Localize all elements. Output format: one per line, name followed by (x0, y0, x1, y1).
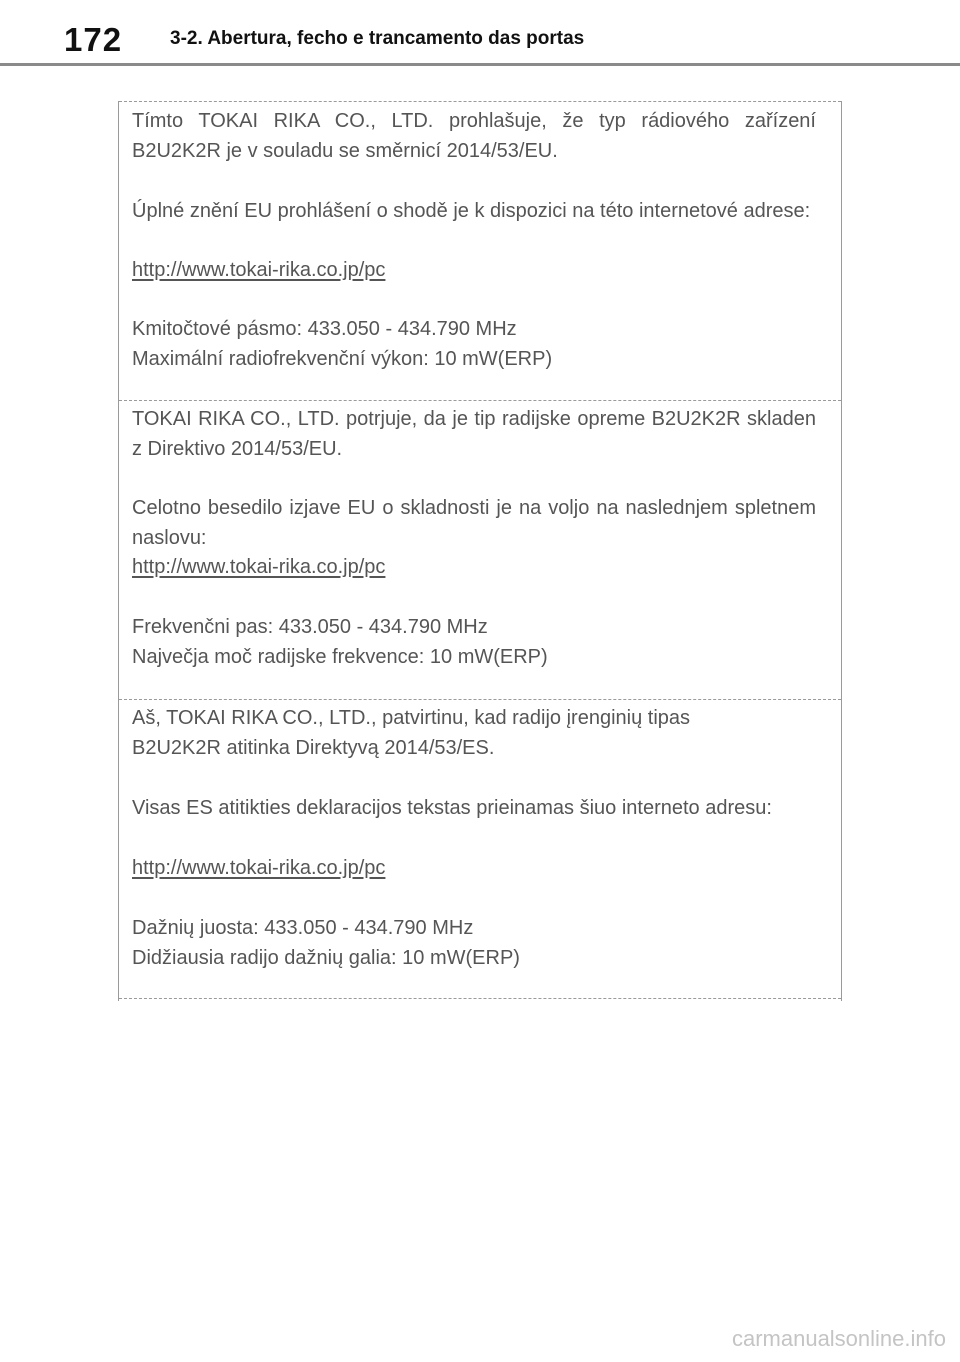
declaration-statement: Tímto TOKAI RIKA CO., LTD. prohlašuje, že typ rádiového zařízení B2U2K2R je v souladu se směrnicí 2014/53/EU. (132, 110, 816, 162)
watermark: carmanualsonline.info (731, 1326, 946, 1351)
declaration-statement: TOKAI RIKA CO., LTD. potrjuje, da je tip radijske opreme B2U2K2R skladen z Direktivo 2014/53/EU. (132, 408, 816, 460)
declaration-box (118, 101, 842, 1001)
declaration-url[interactable] (132, 552, 816, 582)
declaration-panel-slovenian (119, 400, 841, 699)
max-power: Didžiausia radijo dažnių galia: 10 mW(ERP) (132, 947, 520, 969)
declaration-panel-lithuanian (119, 699, 841, 999)
declaration-url[interactable] (132, 853, 816, 883)
fulltext-notice: Úplné znění EU prohlášení o shodě je k dispozici na této internetové adrese: (132, 200, 811, 222)
fulltext-notice: Visas ES atitikties deklaracijos tekstas prieinamas šiuo interneto adresu: (132, 797, 772, 819)
frequency-band: Frekvenčni pas: 433.050 - 434.790 MHz (132, 616, 488, 638)
declaration-panel-czech (119, 101, 841, 400)
max-power: Maximální radiofrekvenční výkon: 10 mW(ERP) (132, 348, 553, 370)
page-number: 172 (64, 21, 123, 58)
max-power: Največja moč radijske frekvence: 10 mW(ERP) (132, 646, 548, 668)
declaration-url[interactable] (132, 255, 816, 285)
declaration-url-link[interactable]: http://www.tokai-rika.co.jp/pc (132, 857, 386, 879)
page-header (0, 0, 960, 66)
declaration-statement: Aš, TOKAI RIKA CO., LTD., patvirtinu, kad radijo įrenginių tipas B2U2K2R atitinka Direktyvą 2014/53/ES. (132, 707, 691, 759)
frequency-band: Dažnių juosta: 433.050 - 434.790 MHz (132, 917, 474, 939)
section-title: 3-2. Abertura, fecho e trancamento das portas (170, 28, 585, 49)
declaration-url-link[interactable]: http://www.tokai-rika.co.jp/pc (132, 259, 386, 281)
frequency-band: Kmitočtové pásmo: 433.050 - 434.790 MHz (132, 318, 517, 340)
fulltext-notice: Celotno besedilo izjave EU o skladnosti je na voljo na naslednjem spletnem naslovu: (132, 497, 816, 549)
declaration-url-link[interactable]: http://www.tokai-rika.co.jp/pc (132, 556, 386, 578)
